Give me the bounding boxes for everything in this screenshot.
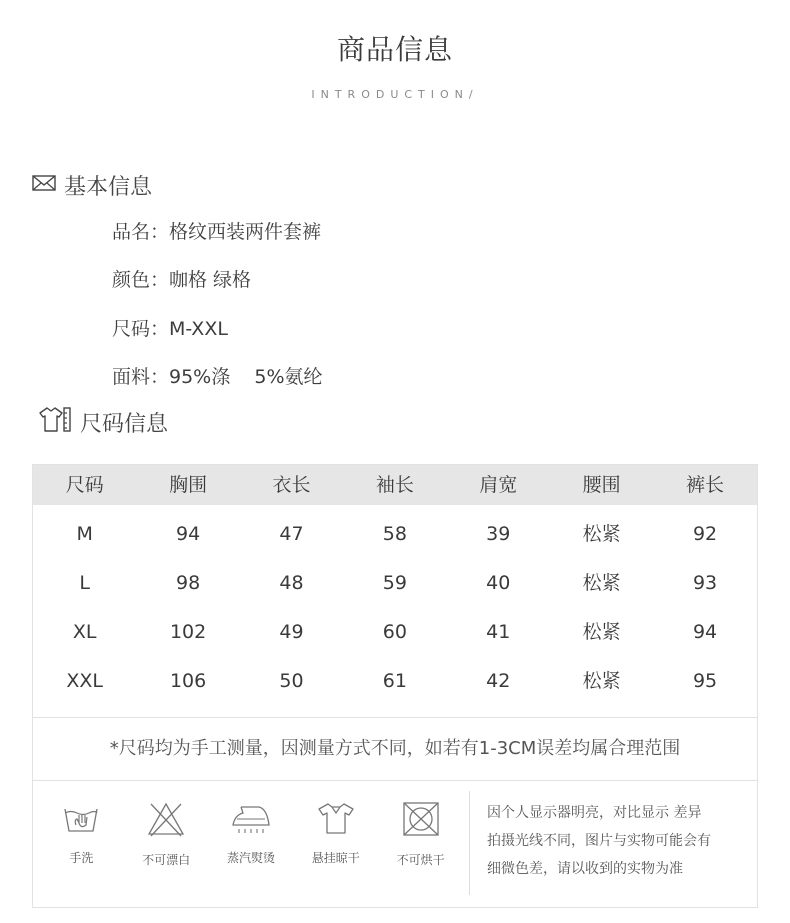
envelope-icon	[32, 173, 56, 198]
basic-info-heading	[32, 170, 152, 201]
measurement-note: *尺码均为手工测量，因测量方式不同，如若有1-3CM误差均属合理范围	[33, 717, 757, 781]
table-cell: 59	[382, 572, 407, 594]
size-info-title: 尺码信息	[80, 411, 169, 437]
table-cell: 48	[279, 572, 304, 594]
care-label: 不可漂白	[142, 853, 191, 867]
table-cell: 95	[692, 670, 718, 692]
table-row	[33, 661, 757, 701]
care-label: 蒸汽熨烫	[226, 851, 275, 865]
info-fabric: 面料：95%涤 5%氨纶	[112, 366, 323, 388]
table-cell: 松紧	[582, 523, 621, 545]
table-cell: M	[76, 523, 93, 545]
table-cell: 94	[175, 523, 201, 545]
care-item-no-bleach	[126, 801, 206, 868]
care-instructions	[33, 779, 469, 907]
table-cell: L	[79, 572, 90, 594]
table-cell: 49	[279, 621, 304, 643]
disclaimer-line: 拍摄光线不同，图片与实物可能会有	[487, 833, 711, 849]
page-subtitle: INTRODUCTION/	[311, 88, 479, 101]
table-row	[33, 563, 757, 603]
color-disclaimer	[487, 799, 749, 883]
table-cell: 50	[279, 670, 304, 692]
col-header: 尺码	[65, 474, 104, 496]
col-header: 腰围	[582, 474, 621, 496]
table-cell: 松紧	[582, 621, 621, 643]
no-tumble-dry-icon	[401, 801, 441, 837]
table-cell: 98	[175, 572, 201, 594]
disclaimer-line: 细微色差，请以收到的实物为准	[487, 861, 683, 877]
table-cell: 42	[486, 670, 511, 692]
table-cell: 40	[486, 572, 511, 594]
table-cell: 60	[382, 621, 407, 643]
care-item-hang-dry	[296, 801, 376, 866]
care-item-no-tumble-dry	[381, 801, 461, 868]
table-cell: 47	[279, 523, 304, 545]
table-cell: 松紧	[582, 670, 621, 692]
care-item-hand-wash	[41, 801, 121, 866]
page-title: 商品信息	[336, 33, 453, 66]
col-header: 袖长	[375, 474, 414, 496]
col-header: 衣长	[272, 474, 311, 496]
steam-iron-icon	[229, 801, 273, 835]
table-cell: 39	[486, 523, 511, 545]
size-table	[32, 464, 758, 908]
size-info-heading	[38, 405, 168, 439]
table-cell: 106	[169, 670, 207, 692]
col-header: 肩宽	[479, 474, 518, 496]
table-cell: 93	[692, 572, 718, 594]
table-row	[33, 514, 757, 554]
size-table-header	[33, 465, 757, 505]
table-cell: 41	[486, 621, 511, 643]
care-divider	[469, 791, 470, 895]
table-cell: 92	[692, 523, 718, 545]
col-header: 裤长	[686, 474, 725, 496]
table-cell: 松紧	[582, 572, 621, 594]
table-cell: XXL	[66, 670, 103, 692]
table-cell: 102	[169, 621, 207, 643]
care-label: 悬挂晾干	[311, 851, 360, 865]
clothes-ruler-icon	[38, 405, 72, 439]
care-item-steam-iron	[211, 801, 291, 866]
care-label: 不可烘干	[396, 853, 445, 867]
info-color: 颜色：咖格 绿格	[112, 269, 252, 291]
info-size: 尺码：M-XXL	[112, 318, 228, 340]
table-cell: 61	[382, 670, 407, 692]
col-header: 胸围	[169, 474, 208, 496]
table-cell: 58	[382, 523, 407, 545]
care-label: 手洗	[69, 851, 94, 865]
table-cell: XL	[72, 621, 97, 643]
hang-dry-icon	[316, 801, 356, 835]
disclaimer-line: 因个人显示器明亮，对比显示 差异	[487, 805, 702, 821]
hand-wash-icon	[61, 801, 101, 835]
table-row	[33, 612, 757, 652]
no-bleach-icon	[146, 801, 186, 837]
table-cell: 94	[692, 621, 718, 643]
basic-info-title: 基本信息	[64, 175, 153, 200]
info-product-name: 品名：格纹西装两件套裤	[112, 221, 322, 243]
